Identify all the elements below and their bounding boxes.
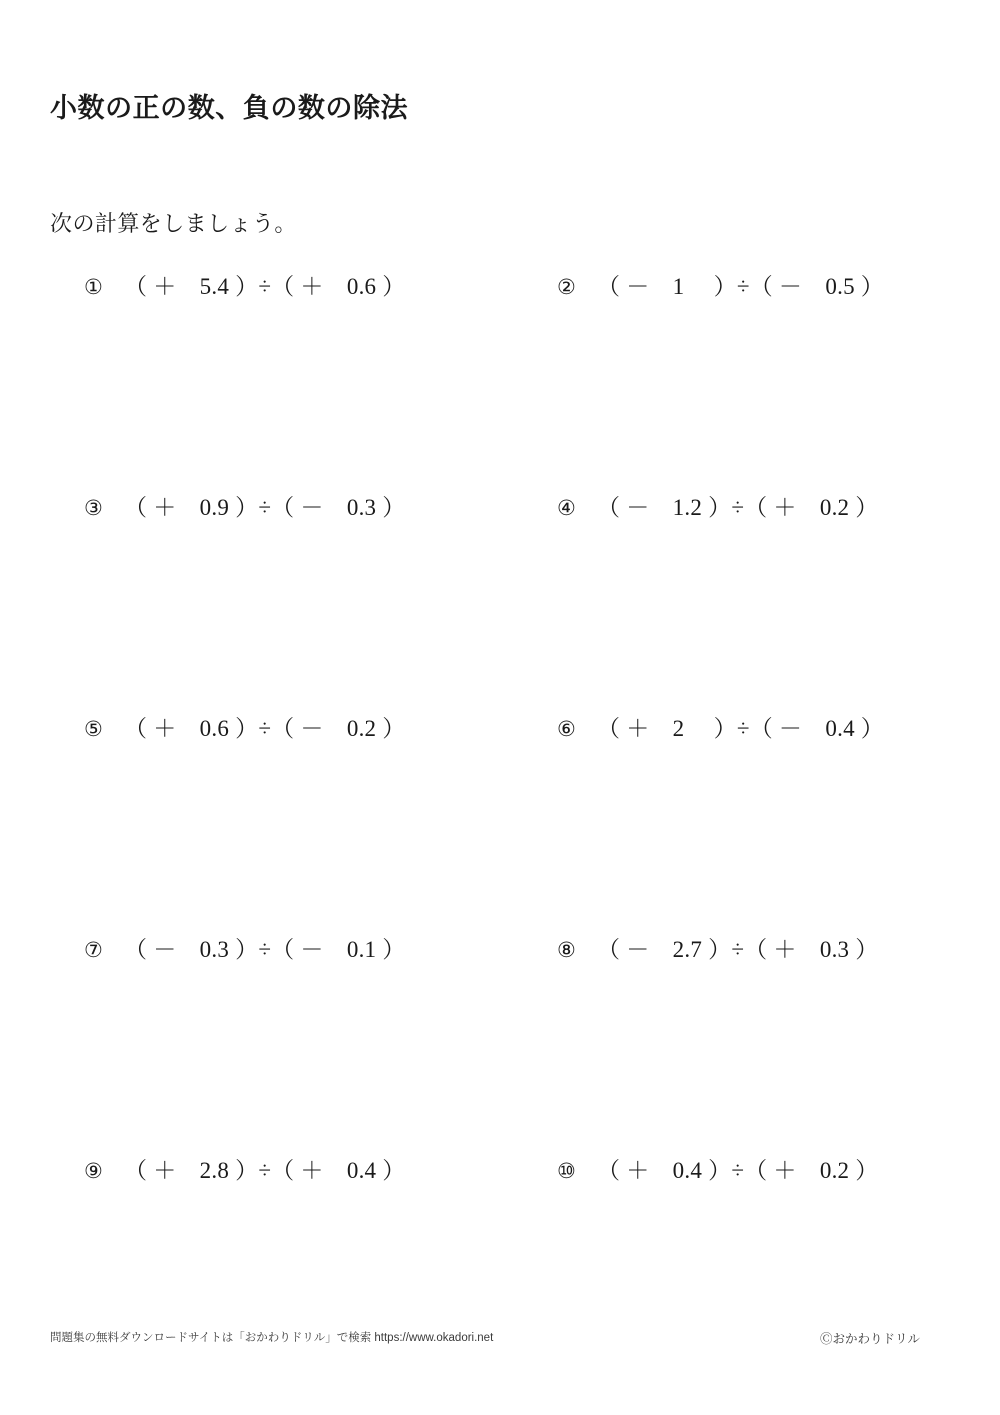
problem-expression: （ ＋ 2.8 ）÷（ ＋ 0.4 ） [124, 1158, 406, 1183]
footer-site-note: 問題集の無料ダウンロードサイトは「おかわりドリル」で検索 https://www.okadori.net [50, 1332, 494, 1344]
problem-number: ⑦ [84, 939, 103, 962]
problem-number: ⑨ [84, 1160, 103, 1183]
problem-item-4 [557, 489, 879, 522]
problem-expression: （ ＋ 5.4 ）÷（ ＋ 0.6 ） [124, 274, 406, 299]
problem-item-8 [557, 931, 879, 964]
problem-expression: （ － 0.3 ）÷（ － 0.1 ） [124, 937, 406, 962]
problem-expression: （ ＋ 2 ）÷（ － 0.4 ） [597, 716, 885, 741]
problem-row [0, 268, 1000, 489]
problem-list [0, 268, 1000, 1373]
problem-number: ⑤ [84, 718, 103, 741]
problem-expression: （ － 1.2 ）÷（ ＋ 0.2 ） [597, 495, 879, 520]
instruction-text: 次の計算をしましょう。 [50, 211, 297, 236]
problem-expression: （ ＋ 0.4 ）÷（ ＋ 0.2 ） [597, 1158, 879, 1183]
problem-item-9 [84, 1152, 406, 1185]
problem-number: ③ [84, 497, 103, 520]
problem-number: ① [84, 276, 103, 299]
problem-expression: （ － 2.7 ）÷（ ＋ 0.3 ） [597, 937, 879, 962]
problem-item-3 [84, 489, 406, 522]
problem-expression: （ ＋ 0.6 ）÷（ － 0.2 ） [124, 716, 406, 741]
footer-copyright: Ⓒおかわりドリル [819, 1332, 920, 1346]
page-title: 小数の正の数、負の数の除法 [50, 93, 409, 123]
problem-expression: （ － 1 ）÷（ － 0.5 ） [597, 274, 885, 299]
problem-row [0, 931, 1000, 1152]
problem-number: ⑩ [557, 1160, 576, 1183]
problem-item-7 [84, 931, 406, 964]
problem-item-6 [557, 710, 884, 743]
problem-number: ④ [557, 497, 576, 520]
problem-expression: （ ＋ 0.9 ）÷（ － 0.3 ） [124, 495, 406, 520]
problem-row [0, 710, 1000, 931]
problem-row [0, 489, 1000, 710]
problem-number: ② [557, 276, 576, 299]
problem-item-1 [84, 268, 406, 301]
problem-item-10 [557, 1152, 879, 1185]
problem-item-2 [557, 268, 884, 301]
problem-number: ⑧ [557, 939, 576, 962]
problem-number: ⑥ [557, 718, 576, 741]
problem-item-5 [84, 710, 406, 743]
